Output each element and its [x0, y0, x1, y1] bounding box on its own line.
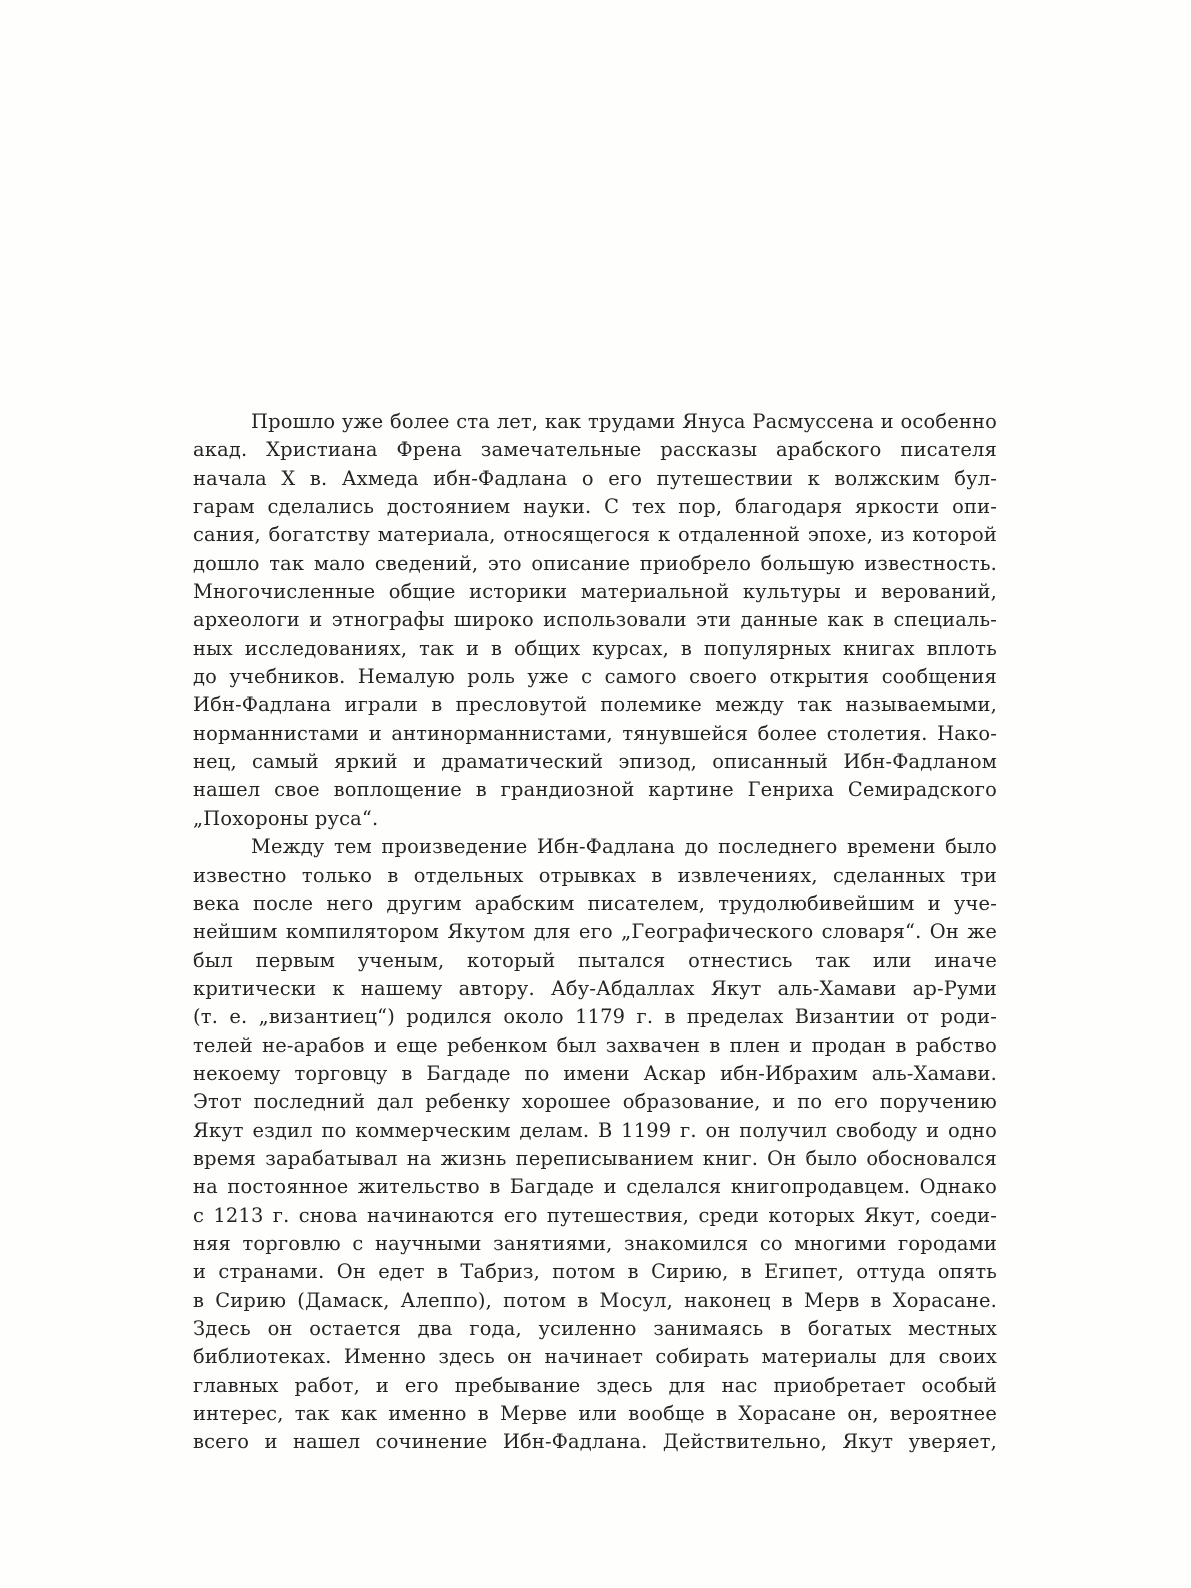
text-line: в Сирию (Дамаск, Алеппо), потом в Мосул, наконец в Мерв в Хорасане. — [193, 1288, 997, 1312]
text-line: Здесь он остается два года, усиленно занимаясь в богатых местных — [193, 1317, 997, 1340]
text-line: некоему торговцу в Багдаде по имени Аскар ибн-Ибрахим аль-Хамави. — [193, 1061, 997, 1085]
text-line: телей не-арабов и еще ребенком был захвачен в плен и продан в рабство — [193, 1033, 997, 1057]
text-line: и странами. Он едет в Табриз, потом в Сирию, в Египет, оттуда опять — [193, 1260, 997, 1284]
text-line: (т. е. „византиец“) родился около 1179 г. в пределах Византии от роди- — [193, 1005, 997, 1029]
text-line: библиотеках. Именно здесь он начинает собирать материалы для своих — [193, 1345, 997, 1369]
text-line: Этот последний дал ребенку хорошее образование, и по его поручению — [193, 1090, 997, 1114]
text-line: всего и нашел сочинение Ибн-Фадлана. Действительно, Якут уверяет, — [193, 1430, 997, 1454]
text-line: главных работ, и его пребывание здесь для нас приобретает особый — [193, 1373, 997, 1397]
text-line: гарам сделались достоянием науки. С тех пор, благодаря яркости опи- — [193, 495, 997, 519]
text-line: Якут ездил по коммерческим делам. В 1199 г. он получил свободу и одно — [193, 1118, 997, 1142]
text-line: интерес, так как именно в Мерве или вообще в Хорасане он, вероятнее — [193, 1402, 997, 1426]
text-line: века после него другим арабским писателем, трудолюбивейшим и уче- — [193, 891, 997, 915]
text-line: няя торговлю с научными занятиями, знакомился со многими городами — [193, 1231, 997, 1255]
body-text — [193, 408, 997, 1457]
text-line: нец, самый яркий и драматический эпизод, описанный Ибн-Фадланом — [193, 750, 997, 774]
text-line: с 1213 г. снова начинаются его путешествия, среди которых Якут, соеди- — [193, 1203, 997, 1227]
text-line: нейшим компилятором Якутом для его „Географического словаря“. Он же — [193, 920, 997, 944]
text-line: до учебников. Немалую роль уже с самого своего открытия сообщения — [193, 665, 997, 689]
text-line: время зарабатывал на жизнь переписыванием книг. Он было обосновался — [193, 1146, 997, 1170]
text-line: сания, богатству материала, относящегося к отдаленной эпохе, из которой — [193, 523, 997, 547]
text-line: акад. Христиана Френа замечательные рассказы арабского писателя — [193, 438, 997, 462]
text-line: Многочисленные общие историки материальной культуры и верований, — [193, 580, 997, 604]
text-line: Между тем произведение Ибн-Фадлана до последнего времени было — [251, 835, 997, 859]
text-line: известно только в отдельных отрывках в извлечениях, сделанных три — [193, 863, 997, 887]
text-line: дошло так мало сведений, это описание приобрело большую известность. — [193, 551, 997, 575]
text-line: ных исследованиях, так и в общих курсах, в популярных книгах вплоть — [193, 636, 997, 660]
text-line: начала X в. Ахмеда ибн-Фадлана о его путешествии к волжским бул- — [193, 466, 997, 490]
text-line: Прошло уже более ста лет, как трудами Януса Расмуссена и особенно — [251, 410, 997, 433]
text-line: на постоянное жительство в Багдаде и сделался книгопродавцем. Однако — [193, 1175, 997, 1199]
text-line: норманнистами и антинорманнистами, тянувшейся более столетия. Нако- — [193, 721, 997, 745]
text-line: Ибн-Фадлана играли в пресловутой полемике между так называемыми, — [193, 693, 997, 717]
text-line: нашел свое воплощение в грандиозной картине Генриха Семирадского — [193, 778, 997, 802]
text-line: критически к нашему автору. Абу-Абдаллах Якут аль-Хамави ар-Руми — [193, 976, 997, 1000]
text-line: был первым ученым, который пытался отнестись так или иначе — [193, 948, 997, 972]
text-line: археологи и этнографы широко использовали эти данные как в специаль- — [193, 608, 997, 632]
text-line: „Похороны руса“. — [193, 806, 379, 830]
